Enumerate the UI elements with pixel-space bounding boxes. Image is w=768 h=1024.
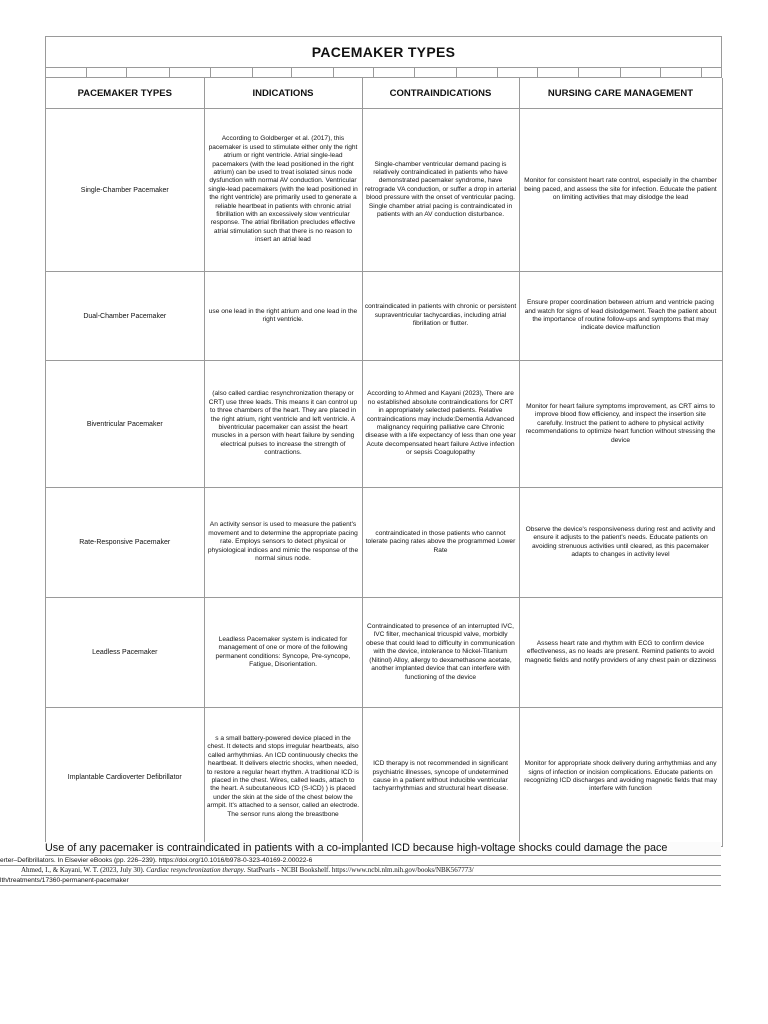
cell-indications: Leadless Pacemaker system is indicated for management of one or more of the following permanent conditions: Syncope, Pre-syncope, Fatigue, Disorientation. [204,598,362,708]
cell-type: Rate-Responsive Pacemaker [46,488,204,598]
footnote: Use of any pacemaker is contraindicated in patients with a co-implanted ICD because high-voltage shocks could damage the pace [45,842,721,856]
empty-grid-row [46,68,722,78]
reference-ahmed [21,865,721,876]
cell-nursing: Assess heart rate and rhythm with ECG to confirm device effectiveness, as no leads are present. Remind patients to avoid magnetic fields and notify providers of any chest pain or dizziness [519,598,722,708]
spreadsheet [45,36,722,847]
table-row [46,598,722,708]
cell-contraindications: contraindicated in patients with chronic or persistent supraventricular tachycardias, including atrial fibrillation or flutter. [362,272,519,361]
cell-contraindications: contraindicated in those patients who cannot tolerate pacing rates above the programmed Lower Rate [362,488,519,598]
header-row [46,78,722,109]
header-nursing-care: NURSING CARE MANAGEMENT [519,78,722,109]
footer-area [0,842,721,887]
cell-type: Single-Chamber Pacemaker [46,109,204,272]
table-row [46,708,722,847]
cell-type: Leadless Pacemaker [46,598,204,708]
cell-indications: (also called cardiac resynchronization therapy or CRT) use three leads. This means it can control up to three chambers of the heart. They are placed in the right atrium, right ventricle and left ventricle. A biventricular pacemaker can assist the heart muscles in a person with heart failure by sending electrical pulses to increase the strength of contractions. [204,361,362,488]
cell-contraindications: ICD therapy is not recommended in significant psychiatric illnesses, syncope of undetermined cause in a patient without inducible ventricular tachyarrhythmias and structural heart disease. [362,708,519,847]
reference-ahmed-source: . StatPearls - NCBI Bookshelf. https://www.ncbi.nlm.nih.gov/books/NBK567773/ [243,866,474,874]
table-row [46,272,722,361]
cell-indications: An activity sensor is used to measure the patient's movement and to determine the appropriate pacing rate. Employs sensors to detect physical or physiological indices and mimic the response of the normal sinus node. [204,488,362,598]
reference-goldberger: erter–Defibrillators. In Elsevier eBooks (pp. 226–239). https://doi.org/10.1016/b978-0-323-40169-2.00022-6 [0,856,721,866]
cell-contraindications [362,361,519,488]
table-row [46,361,722,488]
cell-type: Implantable Cardioverter Defibrillator [46,708,204,847]
cell-nursing: Monitor for heart failure symptoms improvement, as CRT aims to improve blood flow efficiency, and inspect the insertion site carefully. Instruct the patient to adhere to physical activity recommendations to optimize heart function without stressing the device [519,361,722,488]
header-indications: INDICATIONS [204,78,362,109]
reference-ahmed-title: Cardiac resynchronization therapy [146,866,244,874]
cell-contraindications: Contraindicated to presence of an interrupted IVC, IVC filter, mechanical tricuspid valve, morbidly obese that could lead to difficulty in communication with the device, intolerance to Nickel-Titanium (Nitinol) Alloy, allergy to dexamethasone acetate, another implanted device that can interfere with functioning of the device [362,598,519,708]
cell-nursing: Ensure proper coordination between atrium and ventricle pacing and watch for signs of lead dislodgement. Teach the patient about the importance of routine follow-ups and symptoms that may indicate device malfunction [519,272,722,361]
table-row [46,488,722,598]
cell-type: Dual-Chamber Pacemaker [46,272,204,361]
cell-type: Biventricular Pacemaker [46,361,204,488]
pacemaker-table [46,78,723,847]
cell-nursing: Observe the device's responsiveness during rest and activity and ensure it adjusts to the patient's needs. Educate patients on avoiding strenuous activities until cleared, as this pacemaker adapts to changes in activity level [519,488,722,598]
cell-text: According to Goldberger et al. (2017), this pacemaker is used to stimulate either only the right atrium or right ventricle. Atrial single-lead pacemakers (with the lead positioned in the right atrium) can be used to treat isolated sinus node dysfunction with normal AV conduction. Ventricular single-lead pacemakers (with the lead positioned in the right ventricle) are primarily used to generate a reliable heartbeat in patients with chronic atrial fibrillation with an excessively slow ventricular response. The atrial fibrillation precludes effective atrial stimulation such that there is no reason to insert an atrial lead [208,135,358,244]
cell-nursing: Monitor for appropriate shock delivery during arrhythmias and any signs of infection or incision complications. Educate patients on recognizing ICD discharges and avoiding magnetic fields that may interfere with function [519,708,722,847]
table-row [46,109,722,272]
reference-cleveland: lth/treatments/17360-permanent-pacemaker [0,876,721,886]
cell-indications: use one lead in the right atrium and one lead in the right ventricle. [204,272,362,361]
cell-contraindications: Single-chamber ventricular demand pacing is relatively contraindicated in patients who have demonstrated pacemaker syndrome, have retrograde VA conduction, or suffer a drop in arterial blood pressure with the onset of ventricular pacing. Single chamber atrial pacing is contraindicated in patients with an AV conduction disturbance. [362,109,519,272]
cell-nursing: Monitor for consistent heart rate control, especially in the chamber being paced, and assess the site for infection. Educate the patient on limiting activities that may dislodge the lead [519,109,722,272]
reference-ahmed-authors: Ahmed, I., & Kayani, W. T. (2023, July 30). [21,866,147,874]
header-pacemaker-types: PACEMAKER TYPES [46,78,204,109]
cell-text: According to Ahmed and Kayani (2023), There are no established absolute contraindications for CRT in appropriately selected patients. Relative contraindications may include:Dementia Advanced malignancy requiring palliative care Chronic disease with a life expectancy of less than one year Acute decompensated heart failure Active infection or sepsis Coagulopathy [365,390,516,457]
header-contraindications: CONTRAINDICATIONS [362,78,519,109]
cell-indications [204,109,362,272]
page-title: PACEMAKER TYPES [46,37,722,68]
cell-indications [204,708,362,847]
cell-text: s a small battery-powered device placed in the chest. It detects and stops irregular heartbeats, also called arrhythmias. An ICD continuously checks the heartbeat. It delivers electric shocks, when needed, to restore a regular heart rhythm. A traditional ICD is placed in the chest. Wires, called leads, attach to the heart. A subcutaneous ICD (S-ICD) ) is placed under the skin at the side of the chest below the armpit. It's attached to a sensor, called an electrode. The sensor runs along the breastbone [206,734,360,818]
